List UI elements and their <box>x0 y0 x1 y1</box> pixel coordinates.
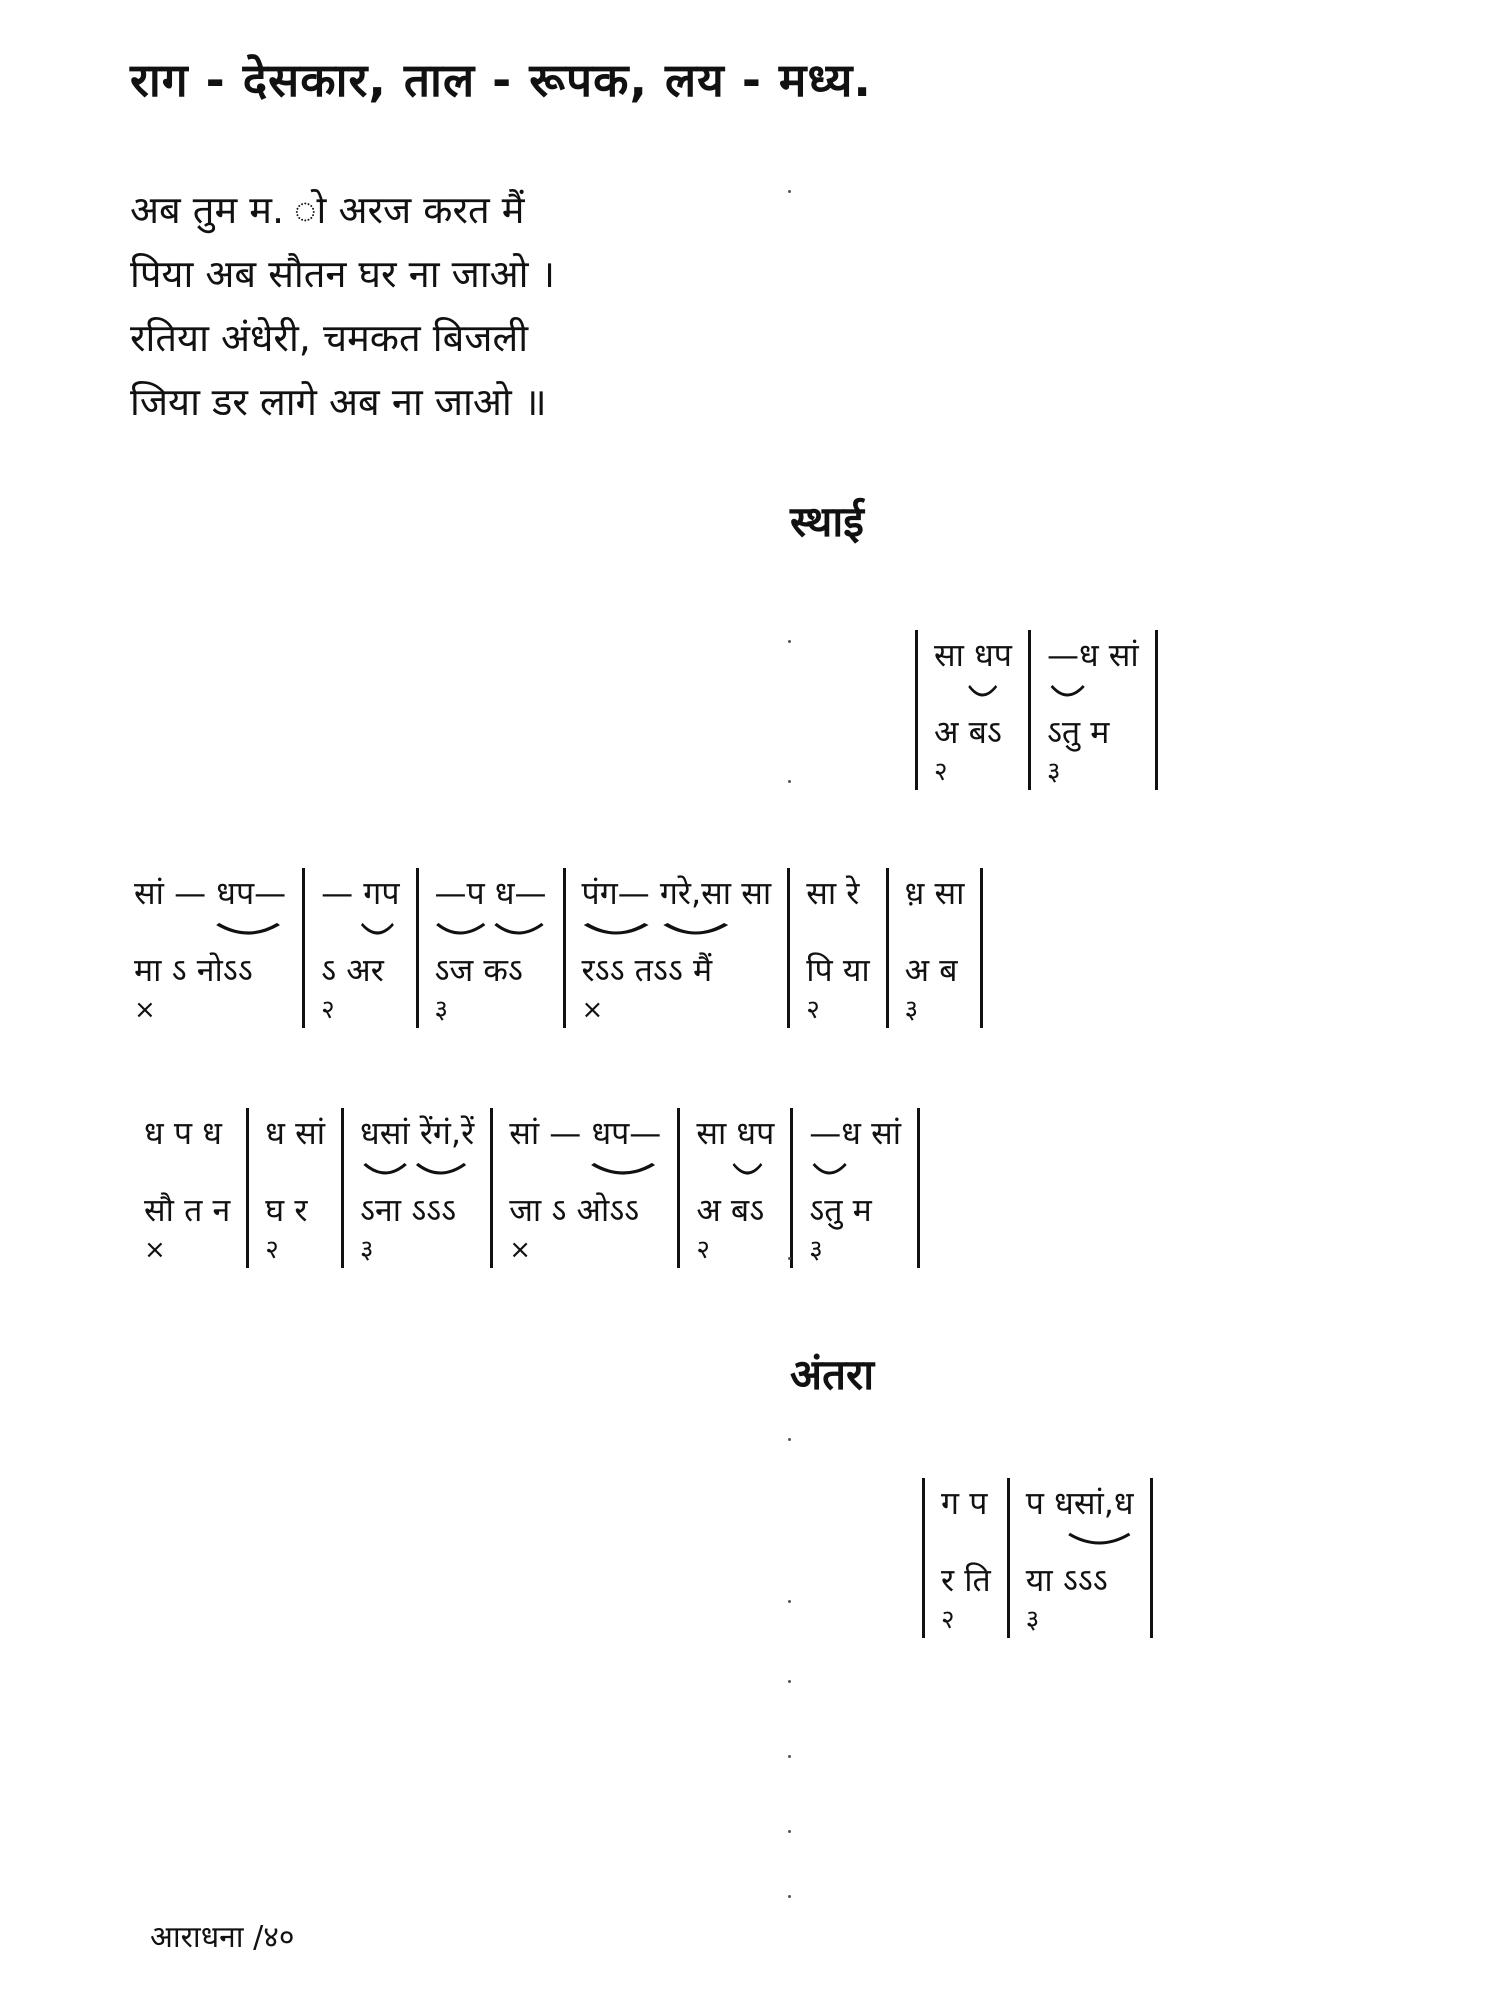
swara-text: धसां रेंगं,रें <box>360 1114 475 1152</box>
sthai-notation-row <box>130 868 995 1028</box>
slur-arc <box>134 918 286 948</box>
bol-text: जा ऽ ओऽऽ <box>509 1191 640 1229</box>
swara-text: पंग— गरे,सा सा <box>581 874 772 912</box>
bol-text: र ति <box>941 1561 991 1599</box>
swara-text: ध प ध <box>144 1114 222 1152</box>
sthai-heading: स्थाई <box>790 497 864 546</box>
notation-vibhag <box>261 1108 329 1268</box>
barline <box>787 868 790 1028</box>
notation-vibhag <box>1022 1478 1138 1638</box>
tali-marker: ३ <box>360 1235 374 1265</box>
slur-arc-area <box>809 1158 901 1188</box>
raga-title: राग - देसकार, ताल - रूपक, लय - मध्य. <box>130 53 872 107</box>
swara-text: प धसां,ध <box>1025 1484 1134 1522</box>
tali-marker: २ <box>321 995 335 1025</box>
slur-arc-area <box>360 1158 474 1188</box>
margin-dot <box>788 640 791 643</box>
margin-dot <box>788 1680 791 1683</box>
barline <box>1007 1478 1010 1638</box>
tali-marker: × <box>509 1235 531 1265</box>
barline <box>980 868 983 1028</box>
tali-marker: × <box>581 995 604 1025</box>
bol-text: पि या <box>806 951 870 989</box>
bol-text: ऽतु म <box>1046 713 1110 751</box>
notation-vibhag <box>317 868 403 1028</box>
notation-vibhag <box>140 1108 234 1268</box>
bol-text: ऽज कऽ <box>434 951 523 989</box>
swara-text: सा धप <box>696 1114 775 1152</box>
barline <box>1150 1478 1153 1638</box>
slur-arc <box>360 1158 474 1188</box>
barline <box>1028 630 1031 790</box>
sthai-notation-row <box>140 1108 932 1268</box>
bol-text: ऽ अर <box>321 951 384 989</box>
swara-text: सा रे <box>806 874 860 912</box>
tali-marker: २ <box>265 1235 279 1265</box>
lyrics-line: रतिया अंधेरी, चमकत बिजली <box>130 316 529 360</box>
notation-vibhag <box>356 1108 478 1268</box>
notation-vibhag <box>930 630 1016 790</box>
tali-marker: × <box>134 995 156 1025</box>
notation-vibhag <box>802 868 873 1028</box>
tali-marker: ३ <box>809 1235 823 1265</box>
barline <box>563 868 566 1028</box>
slur-arc-area <box>134 918 286 948</box>
notation-vibhag <box>692 1108 778 1268</box>
bol-text: अ बऽ <box>934 713 1002 751</box>
slur-arc-area <box>265 1158 325 1188</box>
swara-text: — गप <box>321 874 400 912</box>
barline <box>1155 630 1158 790</box>
slur-arc <box>435 918 547 948</box>
antara-notation-row <box>910 1478 1165 1638</box>
tali-marker: ३ <box>1025 1605 1040 1635</box>
notation-vibhag <box>578 868 776 1028</box>
margin-dot <box>788 1600 791 1603</box>
slur-arc-area <box>1047 680 1139 710</box>
barline <box>341 1108 344 1268</box>
notation-vibhag <box>130 868 290 1028</box>
notation-vibhag <box>431 868 551 1028</box>
bol-text: अ ब <box>904 951 958 989</box>
slur-arc <box>1026 1528 1134 1558</box>
bol-text: रऽऽ तऽऽ मैं <box>581 951 713 989</box>
slur-arc-area <box>696 1158 774 1188</box>
bol-text: सौ त न <box>144 1191 231 1229</box>
slur-arc <box>582 918 772 948</box>
margin-dot <box>788 190 791 193</box>
swara-text: ध सां <box>265 1114 326 1152</box>
slur-arc <box>509 1158 661 1188</box>
swara-text: सां — धप— <box>134 874 287 912</box>
slur-arc <box>1047 680 1139 710</box>
swara-text: —ध सां <box>809 1114 902 1152</box>
tali-marker: २ <box>696 1235 710 1265</box>
margin-dot <box>788 1438 791 1441</box>
tali-marker: ३ <box>434 995 449 1025</box>
slur-arc-area <box>806 918 869 948</box>
slur-arc-area <box>905 918 965 948</box>
swara-text: सां — धप— <box>509 1114 662 1152</box>
slur-arc <box>809 1158 901 1188</box>
sthai-notation-row <box>903 630 1170 790</box>
margin-dot <box>788 1830 791 1833</box>
slur-arc-area <box>144 1158 230 1188</box>
barline <box>302 868 305 1028</box>
notation-vibhag <box>937 1478 995 1638</box>
slur-arc <box>321 918 399 948</box>
slur-arc-area <box>582 918 772 948</box>
slur-arc-area <box>941 1528 991 1558</box>
lyrics-line: अब तुम म. ाे अरज करत मैं <box>130 188 525 232</box>
tali-marker: ३ <box>904 995 919 1025</box>
notation-vibhag <box>1043 630 1143 790</box>
notation-vibhag <box>805 1108 905 1268</box>
swara-text: ध़ सा <box>904 874 965 912</box>
notation-vibhag <box>505 1108 665 1268</box>
tali-marker: २ <box>934 757 948 787</box>
barline <box>416 868 419 1028</box>
swara-text: सा धप <box>934 636 1012 674</box>
margin-dot <box>788 1755 791 1758</box>
margin-dot <box>788 780 791 783</box>
slur-arc <box>934 680 1012 710</box>
slur-arc-area <box>321 918 399 948</box>
barline <box>246 1108 249 1268</box>
barline <box>922 1478 925 1638</box>
tali-marker: × <box>144 1235 166 1265</box>
tali-marker: २ <box>941 1605 955 1635</box>
slur-arc-area <box>1026 1528 1134 1558</box>
slur-arc-area <box>435 918 547 948</box>
barline <box>915 630 918 790</box>
bol-text: या ऽऽऽ <box>1025 1561 1108 1599</box>
lyrics-line: पिया अब सौतन घर ना जाओ । <box>130 252 556 296</box>
barline <box>790 1108 793 1268</box>
barline <box>490 1108 493 1268</box>
swara-text: —ध सां <box>1046 636 1139 674</box>
slur-arc-area <box>934 680 1012 710</box>
margin-dot <box>788 1895 791 1898</box>
bol-text: अ बऽ <box>696 1191 765 1229</box>
page-footer: आराधना /४० <box>150 1920 295 1955</box>
bol-text: मा ऽ नोऽऽ <box>134 951 253 989</box>
bol-text: ऽतु म <box>809 1191 872 1229</box>
slur-arc-area <box>509 1158 661 1188</box>
barline <box>886 868 889 1028</box>
barline <box>677 1108 680 1268</box>
bol-text: घ र <box>265 1191 308 1229</box>
bol-text: ऽना ऽऽऽ <box>360 1191 457 1229</box>
barline <box>917 1108 920 1268</box>
tali-marker: २ <box>806 995 820 1025</box>
lyrics-line: जिया डर लागे अब ना जाओ ॥ <box>130 380 547 424</box>
song-lyrics <box>130 178 555 434</box>
antara-heading: अंतरा <box>790 1350 875 1399</box>
tali-marker: ३ <box>1046 757 1061 787</box>
slur-arc <box>696 1158 774 1188</box>
notation-vibhag <box>901 868 969 1028</box>
swara-text: ग प <box>941 1484 988 1522</box>
margin-dot <box>788 1257 791 1260</box>
swara-text: —प ध— <box>434 874 547 912</box>
